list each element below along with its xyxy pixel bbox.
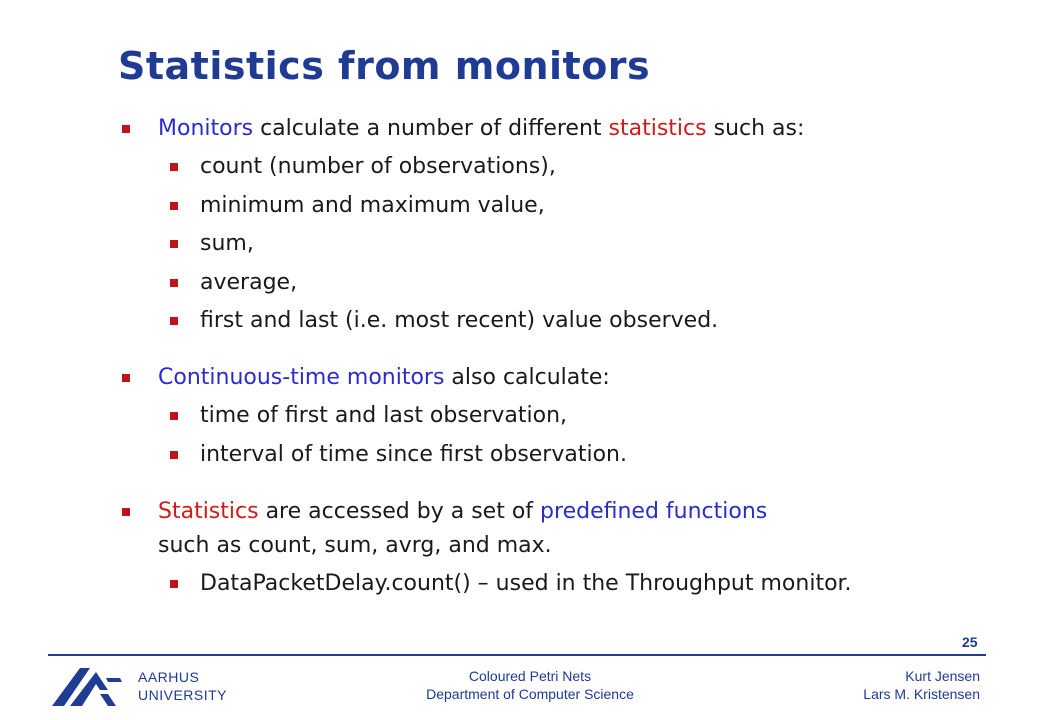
footer-authors	[863, 667, 980, 703]
term-continuous-time-monitors: Continuous-time monitors	[158, 365, 445, 390]
sub-bullet-first-last: first and last (i.e. most recent) value observed.	[200, 308, 719, 333]
term-monitors: Monitors	[158, 116, 254, 141]
logo-line-2: UNIVERSITY	[138, 687, 228, 703]
footer-divider	[48, 654, 986, 656]
text-fragment: such as:	[706, 116, 805, 141]
bullet-monitors-statistics	[158, 115, 804, 143]
sub-bullet-marker	[170, 202, 178, 210]
author-1: Kurt Jensen	[905, 668, 980, 684]
sub-bullet-marker	[170, 279, 178, 287]
sub-bullet-time-first-last: time of first and last observation,	[200, 403, 568, 428]
sub-bullet-datapacketdelay: DataPacketDelay.count() – used in the Throughput monitor.	[200, 571, 852, 596]
term-predefined-functions: predefined functions	[540, 499, 768, 524]
sub-bullet-average: average,	[200, 270, 298, 295]
page-number: 25	[962, 634, 978, 650]
bullet-continuous-time	[158, 364, 610, 392]
bullet-statistics-accessed	[158, 498, 767, 526]
sub-bullet-marker	[170, 412, 178, 420]
logo-line-1: AARHUS	[138, 669, 200, 685]
bullet-marker	[122, 374, 130, 382]
sub-bullet-marker	[170, 317, 178, 325]
sub-bullet-marker	[170, 580, 178, 588]
text-fragment: are accessed by a set of	[258, 499, 541, 524]
term-statistics: Statistics	[158, 499, 259, 524]
department: Department of Computer Science	[426, 686, 634, 702]
sub-bullet-marker	[170, 163, 178, 171]
sub-bullet-min-max: minimum and maximum value,	[200, 193, 545, 218]
author-2: Lars M. Kristensen	[863, 686, 980, 702]
text-fragment: calculate a number of different	[253, 116, 609, 141]
bullet-marker	[122, 125, 130, 133]
bullet-statistics-accessed-line2: such as count, sum, avrg, and max.	[158, 533, 552, 558]
sub-bullet-marker	[170, 451, 178, 459]
aarhus-university-logo-icon	[50, 660, 130, 708]
term-statistics: statistics	[608, 116, 707, 141]
course-title: Coloured Petri Nets	[468, 668, 592, 684]
text-fragment: also calculate:	[444, 365, 610, 390]
slide-title: Statistics from monitors	[118, 44, 651, 88]
sub-bullet-sum: sum,	[200, 231, 254, 256]
footer-course-info	[390, 667, 670, 703]
university-name	[138, 668, 227, 704]
sub-bullet-count: count (number of observations),	[200, 154, 556, 179]
sub-bullet-marker	[170, 240, 178, 248]
sub-bullet-interval: interval of time since first observation.	[200, 442, 627, 467]
bullet-marker	[122, 508, 130, 516]
